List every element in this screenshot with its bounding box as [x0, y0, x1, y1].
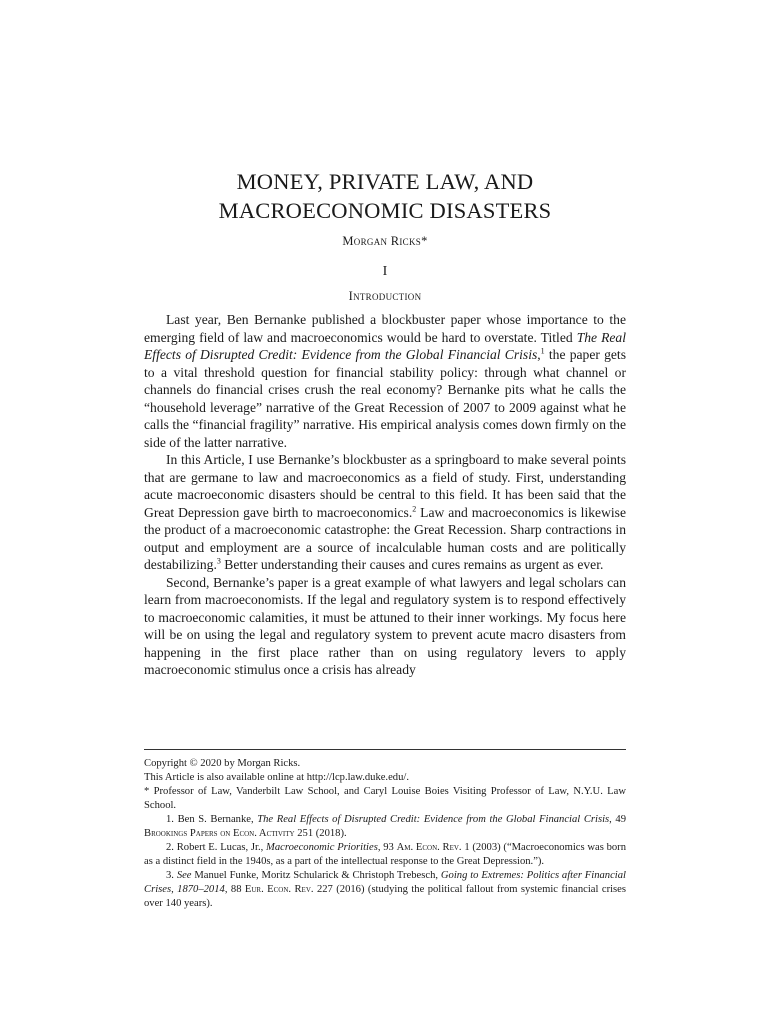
fn3-journal: Eur. Econ. Rev. — [244, 884, 314, 895]
footnote-divider — [144, 749, 626, 750]
footnote-1 — [144, 813, 626, 841]
fn1-journal: Brookings Papers on Econ. Activity — [144, 828, 295, 839]
p2-text-c: Better understanding their causes and cures remains as urgent as ever. — [220, 557, 604, 572]
footnote-number: 2. — [166, 842, 174, 853]
fn3-text-a: Manuel Funke, Moritz Schularick & Christoph Trebesch, — [191, 870, 441, 881]
footnote-3 — [144, 869, 626, 911]
p1-text-a: Last year, Ben Bernanke published a blockbuster paper whose importance to the emerging field of law and macroeconomics would be hard to overstate. Titled — [144, 312, 626, 345]
online-text: This Article is also available online at — [144, 772, 307, 783]
paragraph-3: Second, Bernanke’s paper is a great example of what lawyers and legal scholars can learn from macroeconomists. If the legal and regulatory system is to respond effectively to macroeconomic calamities, it must be attuned to their inner workings. My focus here will be on using the legal and regulatory system to prevent acute macro disasters from happening in the first place rather than on using regulatory levers to apply macroeconomic stimulus once a crisis has already — [144, 574, 626, 677]
fn3-text-b: , 88 — [224, 884, 245, 895]
title-line-2: MACROECONOMIC DISASTERS — [218, 198, 552, 223]
fn1-text-c: 251 (2018). — [294, 828, 347, 839]
section-heading: Introduction — [348, 289, 422, 303]
online-availability — [144, 771, 626, 785]
fn1-text-b: , 49 — [609, 814, 627, 825]
footnote-2 — [144, 841, 626, 869]
fn3-title: Going to Extremes: Politics after Financial Crises, 1870–2014 — [144, 870, 626, 895]
fn2-title: Macroeconomic Priorities — [266, 842, 378, 853]
footnote-ref-3[interactable]: 3 — [216, 556, 221, 566]
footnote-number: 3. — [166, 870, 174, 881]
p1-text-c: the paper gets to a vital threshold question for financial stability policy: through what channel or channels do financial crises crush the real economy? Bernanke pits what he calls the “household leverage” narrative of the Great Recession of 2007 to 2009 against what he calls the “financial fragility” narrative. His empirical analysis comes down firmly on the side of the latter narrative. — [144, 347, 626, 450]
cited-paper-title: The Real Effects of Disrupted Credit: Evidence from the Global Financial Crisis — [144, 329, 627, 362]
copyright-notice: Copyright © 2020 by Morgan Ricks. — [144, 758, 301, 769]
article-title — [144, 167, 626, 225]
fn1-text-a: Ben S. Bernanke, — [177, 814, 258, 825]
article-body — [144, 311, 626, 679]
fn3-signal: See — [176, 870, 192, 881]
fn1-title: The Real Effects of Disrupted Credit: Evidence from the Global Financial Crisis — [257, 814, 610, 825]
fn2-journal: Am. Econ. Rev. — [396, 842, 462, 853]
author-affiliation: * Professor of Law, Vanderbilt Law School, and Caryl Louise Boies Visiting Professor of Law, N.Y.U. Law School. — [144, 786, 626, 811]
fn3-text-c: 227 (2016) (studying the political fallout from systemic financial crises over 140 years). — [144, 884, 626, 909]
journal-link[interactable]: http://lcp.law.duke.edu/ — [306, 772, 407, 783]
author-name: Morgan Ricks — [342, 234, 422, 248]
online-text-end: . — [406, 772, 409, 783]
footnote-number: 1. — [166, 814, 174, 825]
section-number: I — [382, 264, 388, 279]
title-line-1: MONEY, PRIVATE LAW, AND — [236, 169, 534, 194]
paper-page — [144, 0, 626, 1024]
paragraph-2 — [144, 451, 626, 574]
author-byline — [144, 234, 626, 249]
footnote-ref-1[interactable]: 1 — [540, 346, 545, 356]
footnote-ref-2[interactable]: 2 — [412, 503, 417, 513]
fn2-text-c: 1 (2003) (“Macroeconomics was born as a distinct field in the 1940s, as a part of the intellectual response to the Great Depression.”). — [144, 842, 627, 867]
paragraph-1 — [144, 311, 626, 451]
fn2-text-b: , 93 — [377, 842, 397, 853]
author-footnote-marker: * — [421, 234, 428, 248]
footnotes — [144, 757, 626, 911]
p2-text-b: Law and macroeconomics is likewise the product of a macroeconomic catastrophe: the Great Recession. Sharp contractions in output and employment are a source of incalculable human costs and are politically destabilizing. — [144, 504, 626, 572]
p2-text-a: In this Article, I use Bernanke’s blockbuster as a springboard to make several points that are germane to law and macroeconomics as a field of study. First, understanding acute macroeconomic disasters should be central to this field. It has been said that the Great Depression gave birth to macroeconomics. — [144, 452, 626, 520]
p1-text-b: , — [537, 347, 541, 362]
fn2-text-a: Robert E. Lucas, Jr., — [176, 842, 267, 853]
